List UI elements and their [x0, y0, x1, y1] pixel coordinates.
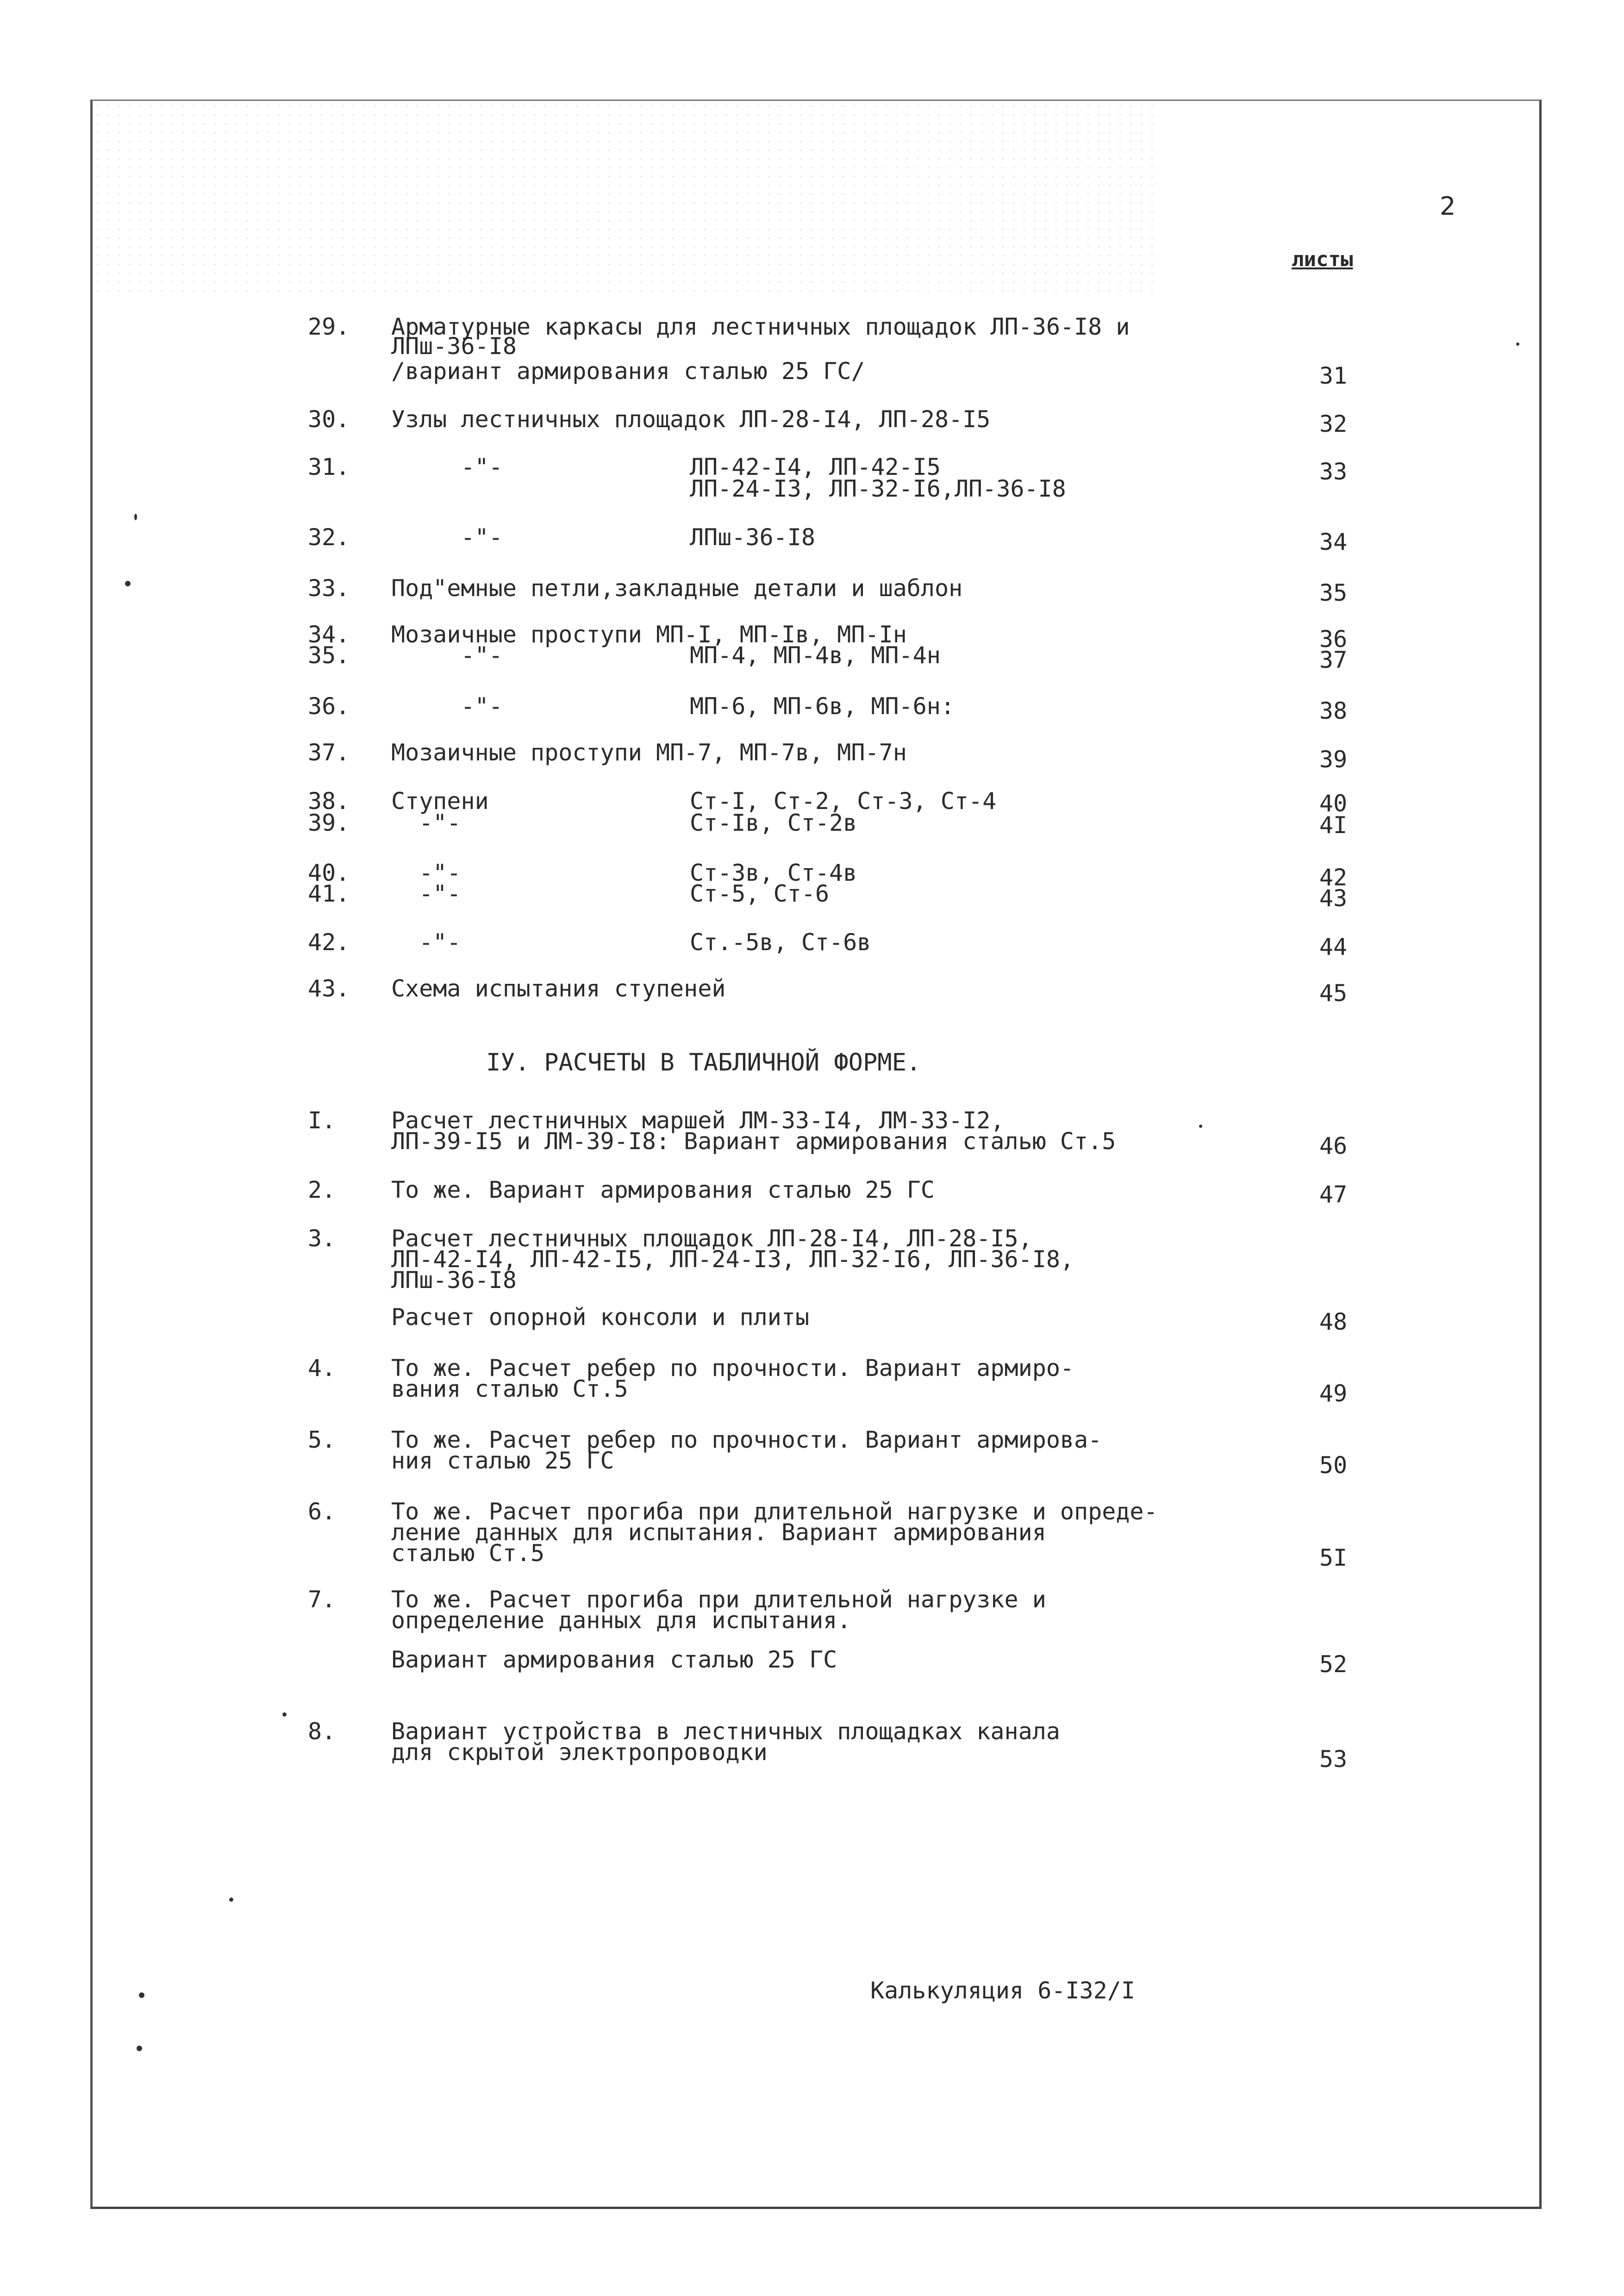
item-code: МП-6, МП-6в, МП-6н:	[690, 693, 955, 720]
item-text: -"-	[391, 693, 503, 720]
item-code: Ст-3в, Ст-4в	[690, 859, 857, 886]
item-number: 30.	[308, 406, 350, 433]
item-number: 36.	[308, 693, 350, 720]
item-number: 43.	[308, 975, 350, 1002]
sheet-number: 52	[1319, 1651, 1348, 1678]
section-title: IУ. РАСЧЕТЫ В ТАБЛИЧНОЙ ФОРМЕ.	[486, 1049, 921, 1076]
item-number: 38.	[308, 788, 350, 815]
item-code: ЛПш-36-I8	[690, 524, 815, 551]
calc-text: Расчет лестничных площадок ЛП-28-I4, ЛП-28-I5,	[391, 1225, 1032, 1252]
scan-speck	[1516, 342, 1519, 346]
sheet-number: 31	[1319, 362, 1348, 389]
item-number: 35.	[308, 642, 350, 669]
calc-number: 2.	[308, 1176, 336, 1203]
item-text: Под"емные петли,закладные детали и шаблон	[391, 575, 963, 602]
sheet-number: 5I	[1319, 1544, 1348, 1571]
item-number: 31.	[308, 454, 350, 480]
column-header: листы	[1292, 248, 1353, 271]
calc-text: вания сталью Ст.5	[391, 1375, 628, 1402]
calc-text: ЛПш-36-I8	[391, 1267, 517, 1294]
calc-number: 5.	[308, 1426, 336, 1453]
item-code: Ст-Iв, Ст-2в	[690, 809, 857, 836]
sheet-number: 44	[1319, 933, 1348, 960]
scan-speck	[134, 514, 137, 520]
item-text: -"-	[391, 859, 461, 886]
calc-number: 4.	[308, 1355, 336, 1381]
item-number: 34.	[308, 621, 350, 648]
item-code: Ст-5, Ст-6	[690, 880, 830, 907]
item-code: Ст.-5в, Ст-6в	[690, 929, 871, 956]
scan-speck	[139, 1992, 144, 1998]
item-text: /вариант армирования сталью 25 ГС/	[391, 358, 865, 385]
sheet-number: 36	[1319, 626, 1348, 653]
item-code: ЛП-24-I3, ЛП-32-I6,ЛП-36-I8	[690, 475, 1066, 502]
item-text: -"-	[391, 642, 503, 669]
calc-number: 6.	[308, 1498, 336, 1525]
calc-number: 7.	[308, 1586, 336, 1613]
calc-text: То же. Расчет прогиба при длительной нагрузке и опреде-	[391, 1498, 1158, 1525]
calc-text: сталью Ст.5	[391, 1540, 545, 1567]
calc-text: ЛП-42-I4, ЛП-42-I5, ЛП-24-I3, ЛП-32-I6, ЛП-36-I8,	[391, 1246, 1074, 1273]
sheet-number: 46	[1319, 1132, 1348, 1159]
item-number: 37.	[308, 739, 350, 766]
sheet-number: 39	[1319, 746, 1348, 773]
sheet-number: 37	[1319, 647, 1348, 673]
page-number: 2	[1440, 192, 1456, 221]
item-text: Ступени	[391, 788, 489, 815]
footer-calculation: Калькуляция 6-I32/I	[870, 1977, 1135, 2004]
sheet-number: 43	[1319, 885, 1348, 912]
sheet-number: 32	[1319, 411, 1348, 437]
calc-text: То же. Вариант армирования сталью 25 ГС	[391, 1176, 935, 1203]
calc-number: 3.	[308, 1225, 336, 1252]
sheet-number: 38	[1319, 697, 1348, 724]
calc-number: I.	[308, 1107, 336, 1134]
sheet-number: 4I	[1319, 812, 1348, 839]
scan-speck	[229, 1898, 233, 1902]
calc-text: Расчет лестничных маршей ЛМ-33-I4, ЛМ-33-I2,	[391, 1107, 1005, 1134]
calc-text: Вариант армирования сталью 25 ГС	[391, 1646, 837, 1673]
item-text: Мозаичные проступи МП-I, МП-Iв, МП-Iн	[391, 621, 907, 648]
sheet-number: 49	[1319, 1380, 1348, 1407]
scan-speck	[137, 2046, 142, 2051]
calc-text: ния сталью 25 ГС	[391, 1447, 614, 1474]
item-number: 32.	[308, 524, 350, 551]
sheet-number: 42	[1319, 864, 1348, 891]
item-code: ЛП-42-I4, ЛП-42-I5	[690, 454, 941, 480]
sheet-number: 45	[1319, 980, 1348, 1007]
item-text: -"-	[391, 929, 461, 956]
sheet-number: 34	[1319, 529, 1348, 555]
calc-text: ЛП-39-I5 и ЛМ-39-I8: Вариант армирования сталью Ст.5	[391, 1128, 1116, 1155]
item-code: Ст-I, Ст-2, Ст-3, Ст-4	[690, 788, 997, 815]
sheet-number: 33	[1319, 458, 1348, 485]
item-text: -"-	[391, 524, 503, 551]
sheet-number: 53	[1319, 1746, 1348, 1773]
sheet-number: 47	[1319, 1181, 1348, 1208]
item-text: -"-	[391, 880, 461, 907]
item-text: -"-	[391, 809, 461, 836]
calc-text: То же. Расчет ребер по прочности. Вариант армирова-	[391, 1426, 1102, 1453]
item-number: 39.	[308, 809, 350, 836]
item-number: 41.	[308, 880, 350, 907]
calc-text: ление данных для испытания. Вариант армирования	[391, 1519, 1046, 1546]
scan-speck	[282, 1712, 287, 1717]
item-text: Мозаичные проступи МП-7, МП-7в, МП-7н	[391, 739, 907, 766]
item-text: Арматурные каркасы для лестничных площадок ЛП-36-I8 и	[391, 313, 1130, 340]
sheet-number: 48	[1319, 1308, 1348, 1335]
item-text: Схема испытания ступеней	[391, 975, 726, 1002]
scan-speck	[1199, 1125, 1202, 1128]
item-number: 33.	[308, 575, 350, 602]
calc-number: 8.	[308, 1718, 336, 1745]
calc-text: То же. Расчет прогиба при длительной нагрузке и	[391, 1586, 1046, 1613]
calc-text: Вариант устройства в лестничных площадках канала	[391, 1718, 1060, 1745]
scan-speck	[125, 581, 131, 586]
item-text: ЛПш-36-I8	[391, 333, 517, 360]
sheet-number: 35	[1319, 579, 1348, 606]
calc-text: определение данных для испытания.	[391, 1607, 851, 1634]
calc-text: для скрытой электропроводки	[391, 1739, 768, 1766]
item-number: 42.	[308, 929, 350, 956]
calc-text: То же. Расчет ребер по прочности. Вариант армиро-	[391, 1355, 1074, 1381]
item-code: МП-4, МП-4в, МП-4н	[690, 642, 941, 669]
sheet-number: 50	[1319, 1452, 1348, 1479]
item-text: Узлы лестничных площадок ЛП-28-I4, ЛП-28-I5	[391, 406, 991, 433]
sheet-number: 40	[1319, 790, 1348, 817]
item-number: 29.	[308, 313, 350, 340]
item-text: -"-	[391, 454, 503, 480]
item-number: 40.	[308, 859, 350, 886]
calc-text: Расчет опорной консоли и плиты	[391, 1304, 810, 1331]
